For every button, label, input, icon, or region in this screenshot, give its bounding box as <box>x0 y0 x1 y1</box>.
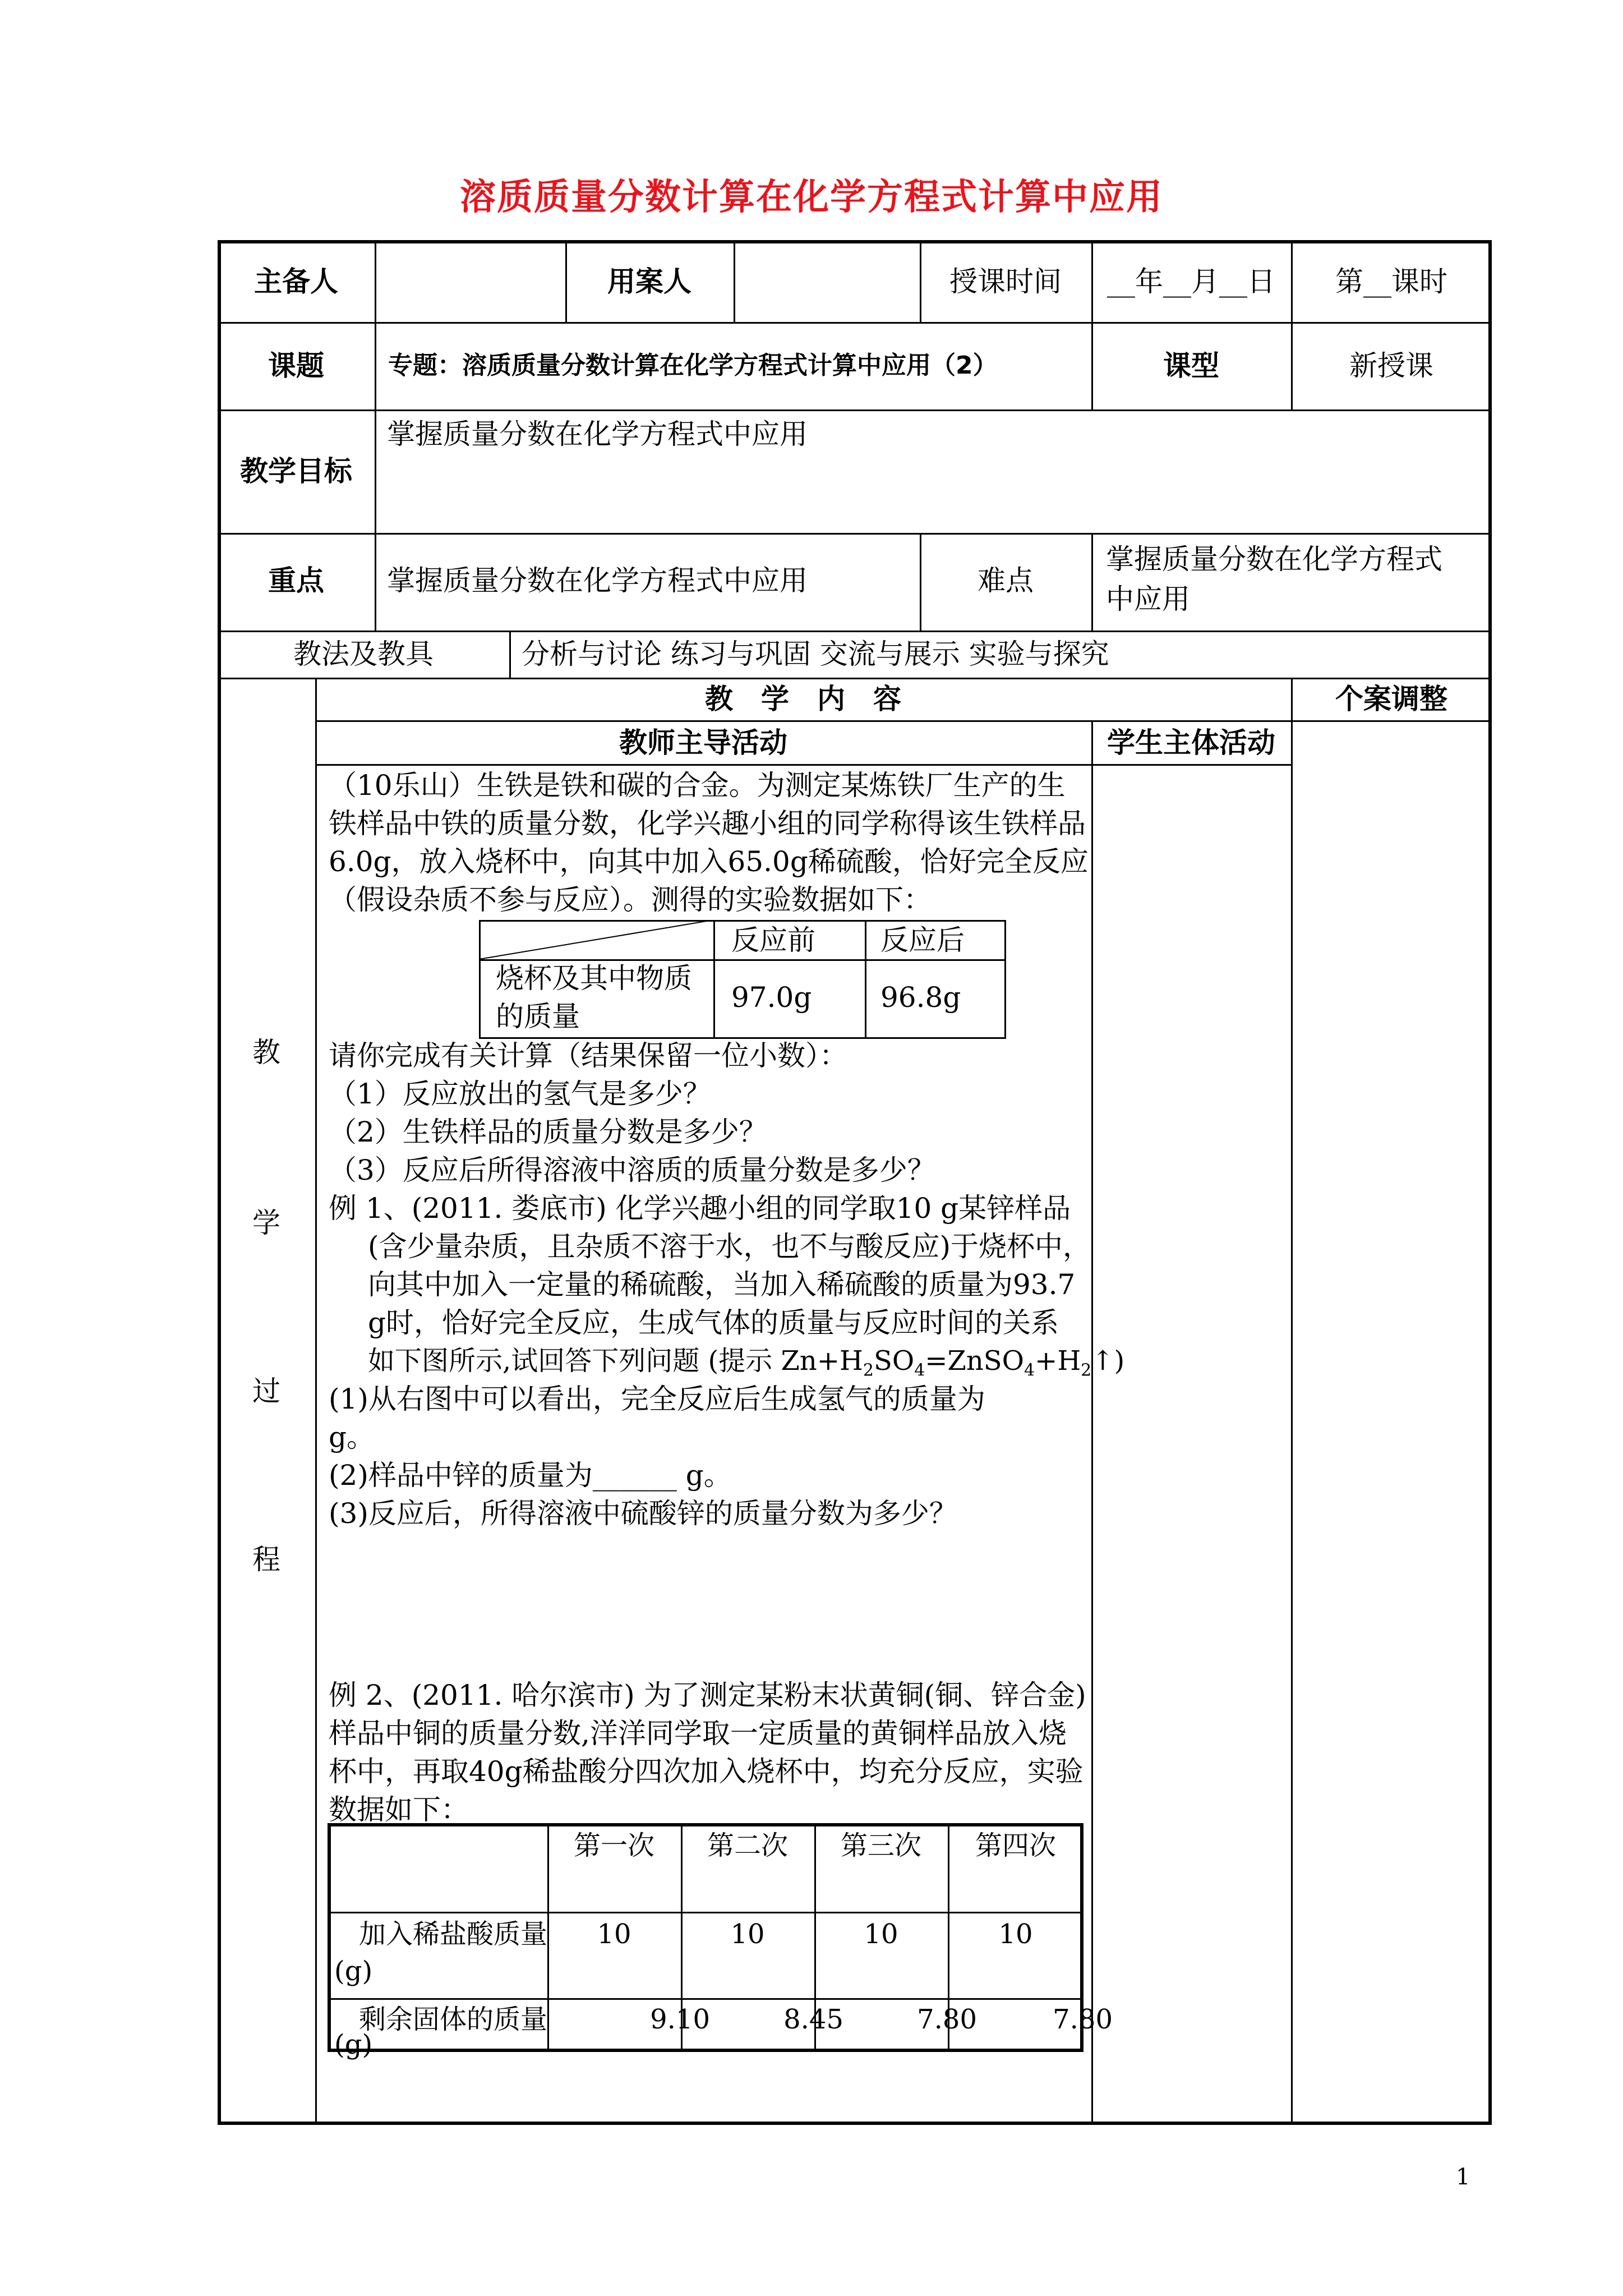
example1-line: 如下图所示,试回答下列问题 (提示 $Zn+H_2SO_4=ZnSO_4+H_2↑$) <box>368 1345 1125 1381</box>
adjust-header: 个案调整 <box>1335 682 1447 715</box>
side-char-2: 学 <box>252 1207 280 1239</box>
problem1-line: （10乐山）生铁是铁和碳的合金。为测定某炼铁厂生产的生 <box>329 769 1066 802</box>
example1-line: (含少量杂质，且杂质不溶于水，也不与酸反应)于烧杯中， <box>368 1230 1091 1263</box>
table2-row2-label: 剩余固体的质量 <box>359 2004 548 2035</box>
table1-after-value: 96.8g <box>880 981 961 1014</box>
table2-header: 第三次 <box>840 1830 921 1861</box>
date-field: __年__月__日 <box>1107 265 1275 298</box>
diagonal-header-line <box>479 920 713 959</box>
example1-question: g。 <box>329 1421 375 1453</box>
problem1-question: （3）反应后所得溶液中溶质的质量分数是多少？ <box>329 1154 935 1186</box>
table2-row1-unit: (g) <box>334 1955 373 1987</box>
table2-row1-value: 10 <box>730 1918 765 1950</box>
goal-value: 掌握质量分数在化学方程式中应用 <box>387 418 808 450</box>
document-title: 溶质质量分数计算在化学方程式计算中应用 <box>460 176 1163 218</box>
user-label: 用案人 <box>607 265 691 298</box>
table2-header: 第一次 <box>573 1830 654 1861</box>
type-label: 课型 <box>1163 349 1219 382</box>
problem1-line: （假设杂质不参与反应）。测得的实验数据如下： <box>329 884 932 916</box>
content-header: 教 学 内 容 <box>705 682 901 715</box>
example2-line: 例 2、(2011. 哈尔滨市) 为了测定某粉末状黄铜(铜、锌合金) <box>329 1679 1086 1711</box>
example2-line: 数据如下： <box>329 1793 469 1826</box>
problem1-line: 6.0g，放入烧杯中，向其中加入65.0g稀硫酸，恰好完全反应 <box>329 845 1089 878</box>
table2-row1-value: 10 <box>998 1918 1033 1950</box>
student-header: 学生主体活动 <box>1107 726 1275 759</box>
topic-value: 专题：溶质质量分数计算在化学方程式计算中应用（2） <box>388 351 998 380</box>
method-value: 分析与讨论 练习与巩固 交流与展示 实验与探究 <box>522 638 1109 670</box>
page-number: 1 <box>1456 2164 1470 2190</box>
example1-line: g时，恰好完全反应，生成气体的质量与反应时间的关系 <box>368 1306 1059 1339</box>
table2-row2-unit: (g) <box>334 2029 373 2060</box>
period-field: 第__课时 <box>1335 265 1447 298</box>
table2-row2-value: 7.80 <box>917 2004 977 2035</box>
side-char-3: 过 <box>252 1375 280 1407</box>
problem1-question: （1）反应放出的氢气是多少？ <box>329 1078 711 1110</box>
method-label: 教法及教具 <box>293 638 434 670</box>
table2-row1-value: 10 <box>597 1918 631 1950</box>
example1-question: (1)从右图中可以看出，完全反应后生成氢气的质量为 <box>329 1383 985 1415</box>
table2-row2-value: 7.80 <box>1053 2004 1113 2035</box>
preparer-label: 主备人 <box>254 265 338 298</box>
table2-row1-value: 10 <box>864 1918 898 1950</box>
problem1-question: 请你完成有关计算（结果保留一位小数）： <box>329 1039 847 1072</box>
example1-question: (3)反应后，所得溶液中硫酸锌的质量分数为多少？ <box>329 1497 957 1530</box>
table2-row2-value: 9.10 <box>650 2004 710 2035</box>
table2-header: 第二次 <box>707 1830 788 1861</box>
difficult-label: 难点 <box>978 564 1034 597</box>
topic-label: 课题 <box>268 349 324 382</box>
table1-after-header: 反应后 <box>880 924 965 956</box>
example1-question: (2)样品中锌的质量为______ g。 <box>329 1459 732 1492</box>
problem1-line: 铁样品中铁的质量分数，化学兴趣小组的同学称得该生铁样品 <box>329 807 1086 840</box>
difficult-value: 掌握质量分数在化学方程式中应用 <box>1106 543 1442 615</box>
table2-header: 第四次 <box>975 1830 1056 1861</box>
chemical-equation: $Zn+H_2SO_4=ZnSO_4+H_2↑$) <box>781 1345 1125 1381</box>
example1-line: 向其中加入一定量的稀硫酸，当加入稀硫酸的质量为93.7 <box>368 1268 1076 1301</box>
teacher-header: 教师主导活动 <box>619 726 787 759</box>
goal-label: 教学目标 <box>240 454 352 487</box>
example2-line: 样品中铜的质量分数,洋洋同学取一定质量的黄铜样品放入烧 <box>329 1717 1067 1750</box>
example1-line: 例 1、(2011. 娄底市) 化学兴趣小组的同学取10 g某锌样品 <box>329 1192 1071 1225</box>
table1-row-label: 烧杯及其中物质 <box>496 962 692 995</box>
table1-row-label: 的质量 <box>496 1000 580 1033</box>
type-value: 新授课 <box>1349 349 1433 382</box>
table1-before-value: 97.0g <box>731 981 812 1014</box>
side-char-4: 程 <box>252 1543 280 1576</box>
time-label: 授课时间 <box>949 265 1062 298</box>
key-label: 重点 <box>268 564 324 597</box>
table1-before-header: 反应前 <box>731 924 815 956</box>
example2-line: 杯中，再取40g稀盐酸分四次加入烧杯中，均充分反应，实验 <box>329 1755 1083 1788</box>
table2-row2-value: 8.45 <box>783 2004 843 2035</box>
table2-row1-label: 加入稀盐酸质量 <box>359 1918 548 1950</box>
problem1-question: （2）生铁样品的质量分数是多少？ <box>329 1116 767 1148</box>
side-char-1: 教 <box>252 1036 280 1069</box>
key-value: 掌握质量分数在化学方程式中应用 <box>387 564 808 597</box>
